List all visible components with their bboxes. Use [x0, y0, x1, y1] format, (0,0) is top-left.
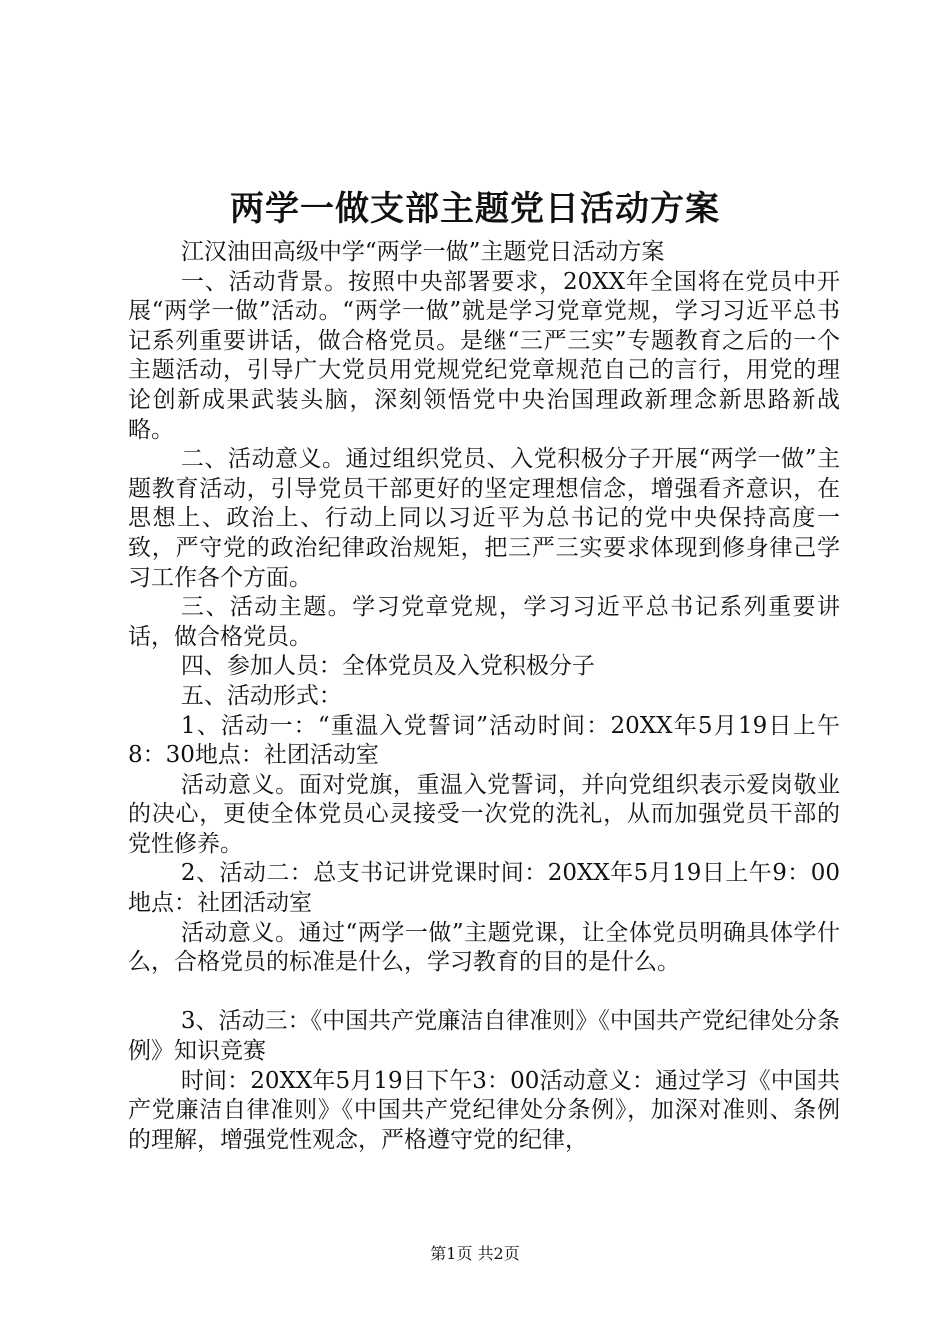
paragraph-activity-3-details: 时间：20XX年5月19日下午3：00活动意义：通过学习《中国共产党廉洁自律准则》《中国共产党纪律处分条例》，加深对准则、条例的理解，增强党性观念，严格遵守党的纪律， [128, 1067, 840, 1153]
paragraph-participants: 四、参加人员：全体党员及入党积极分子 [180, 653, 595, 680]
paragraph-theme: 三、活动主题。学习党章党规，学习习近平总书记系列重要讲话，做合格党员。 [128, 594, 840, 650]
paragraph-format: 五、活动形式： [180, 682, 342, 709]
document-title: 两学一做支部主题党日活动方案 [230, 189, 720, 229]
paragraph-activity-2: 2、活动二：总支书记讲党课时间：20XX年5月19日上午9：00地点：社团活动室 [128, 860, 840, 917]
paragraph-subtitle: 江汉油田高级中学“两学一做”主题党日活动方案 [180, 239, 665, 265]
paragraph-gap [128, 978, 840, 1008]
paragraph-activity-1: 1、活动一：“重温入党誓词”活动时间：20XX年5月19日上午8：30地点：社团活动室 [128, 712, 840, 769]
paragraph-significance: 二、活动意义。通过组织党员、入党积极分子开展“两学一做”主题教育活动，引导党员干部更好的坚定理想信念，增强看齐意识，在思想上、政治上、行动上同以习近平为总书记的党中央保持高度一致，严守党的政治纪律政治规矩，把三严三实要求体现到修身律己学习工作各个方面。 [128, 446, 840, 591]
paragraph-activity-2-significance: 活动意义。通过“两学一做”主题党课，让全体党员明确具体学什么，合格党员的标准是什么，学习教育的目的是什么。 [128, 919, 840, 976]
paragraph-activity-3: 3、活动三：《中国共产党廉洁自律准则》《中国共产党纪律处分条例》知识竞赛 [128, 1008, 840, 1065]
paragraph-activity-1-significance: 活动意义。面对党旗，重温入党誓词，并向党组织表示爱岗敬业的决心，更使全体党员心灵接受一次党的洗礼，从而加强党员干部的党性修养。 [128, 771, 840, 857]
page-footer: 第1页 共2页 [430, 1244, 520, 1263]
document-body [128, 238, 840, 1155]
paragraph-background: 一、活动背景。按照中央部署要求，20XX年全国将在党员中开展“两学一做”活动。“两学一做”就是学习党章党规，学习习近平总书记系列重要讲话，做合格党员。是继“三严三实”专题教育之后的一个主题活动，引导广大党员用党规党纪党章规范自己的言行，用党的理论创新成果武装头脑，深刻领悟党中央治国理政新理念新思路新战略。 [128, 268, 840, 443]
